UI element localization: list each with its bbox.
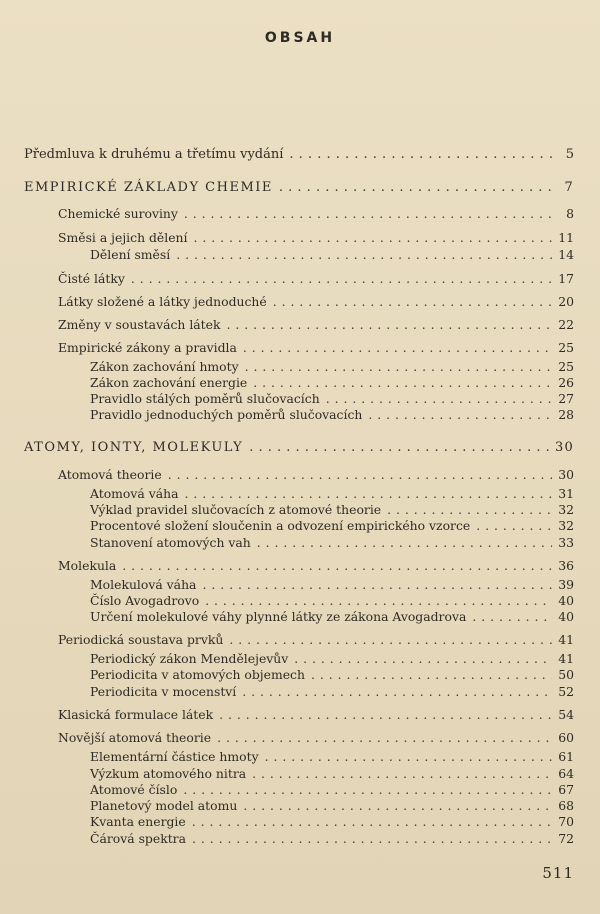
toc-leader-dots bbox=[252, 766, 552, 782]
toc-entry bbox=[90, 782, 574, 798]
toc-entry-title: Molekulová váha bbox=[90, 577, 197, 592]
toc-entry-page: 14 bbox=[558, 247, 574, 262]
toc-entry bbox=[58, 294, 574, 310]
toc-leader-dots bbox=[217, 730, 552, 746]
toc-entry-title: Látky složené a látky jednoduché bbox=[58, 294, 267, 309]
toc-leader-dots bbox=[202, 577, 552, 593]
toc-entry-page: 27 bbox=[558, 391, 574, 406]
toc-leader-dots bbox=[194, 230, 553, 246]
toc-leader-dots bbox=[472, 609, 552, 625]
toc-leader-dots bbox=[243, 798, 552, 814]
toc-entry-title: Dělení směsí bbox=[90, 247, 171, 262]
toc-entry-title: Pravidlo jednoduchých poměrů slučovacích bbox=[90, 407, 363, 422]
toc-entry-title: Zákon zachování hmoty bbox=[90, 359, 239, 374]
toc-entry-page: 26 bbox=[558, 375, 574, 390]
toc-leader-dots bbox=[131, 271, 552, 287]
toc-leader-dots bbox=[168, 467, 552, 483]
toc-entry-page: 54 bbox=[558, 707, 574, 722]
toc-entry bbox=[58, 632, 574, 648]
toc-entry-page: 67 bbox=[558, 782, 574, 797]
toc-entry-title: Procentové složení sloučenin a odvození empirického vzorce bbox=[90, 518, 471, 533]
toc-entry-page: 60 bbox=[558, 730, 574, 745]
toc-entry-page: 61 bbox=[558, 749, 574, 764]
toc-entry-page: 33 bbox=[558, 535, 574, 550]
toc-entry-title: Předmluva k druhému a třetímu vydání bbox=[24, 147, 284, 162]
toc-leader-dots bbox=[289, 147, 552, 163]
toc-leader-dots bbox=[273, 294, 552, 310]
toc-entry-page: 32 bbox=[558, 502, 574, 517]
toc-entry-title: Pravidlo stálých poměrů slučovacích bbox=[90, 391, 320, 406]
toc-entry-title: Planetový model atomu bbox=[90, 798, 238, 813]
toc-entry-title: Chemické suroviny bbox=[58, 206, 178, 221]
toc-entry-title: Atomová theorie bbox=[58, 467, 162, 482]
toc-entry-title: Změny v soustavách látek bbox=[58, 317, 221, 332]
toc-entry-title: Čárová spektra bbox=[90, 831, 186, 846]
toc-entry bbox=[58, 317, 574, 333]
toc-entry-page: 70 bbox=[558, 814, 574, 829]
toc-entry-page: 7 bbox=[564, 180, 574, 195]
toc-leader-dots bbox=[257, 535, 552, 551]
toc-entry-title: Klasická formulace látek bbox=[58, 707, 214, 722]
toc-entry-title: Směsi a jejich dělení bbox=[58, 230, 188, 245]
toc-leader-dots bbox=[184, 486, 552, 502]
toc-entry-title: Periodická soustava prvků bbox=[58, 632, 224, 647]
toc-entry bbox=[58, 230, 574, 246]
toc-entry-title: Atomové číslo bbox=[90, 782, 178, 797]
toc-leader-dots bbox=[253, 375, 552, 391]
toc-entry bbox=[90, 651, 574, 667]
toc-entry-title: Periodický zákon Mendělejevův bbox=[90, 651, 289, 666]
toc-leader-dots bbox=[176, 247, 552, 263]
toc-entry-page: 11 bbox=[558, 230, 574, 245]
toc-entry-title: Atomová váha bbox=[90, 486, 179, 501]
toc-entry-page: 50 bbox=[558, 667, 574, 682]
toc-entry bbox=[90, 407, 574, 423]
toc-entry bbox=[90, 247, 574, 263]
toc-entry-page: 25 bbox=[558, 340, 574, 355]
toc-entry-page: 5 bbox=[565, 147, 574, 162]
toc-entry bbox=[90, 486, 574, 502]
toc-entry-page: 39 bbox=[558, 577, 574, 592]
toc-entry-page: 40 bbox=[558, 609, 574, 624]
toc-entry bbox=[24, 147, 574, 163]
toc-entry-title: Molekula bbox=[58, 558, 117, 573]
toc-entry-title: Novější atomová theorie bbox=[58, 730, 212, 745]
toc-entry-page: 72 bbox=[558, 831, 574, 846]
toc-entry-page: 52 bbox=[558, 684, 574, 699]
toc-entry-page: 17 bbox=[558, 271, 574, 286]
toc-entry bbox=[90, 577, 574, 593]
toc-leader-dots bbox=[205, 593, 552, 609]
toc-entry-title: ATOMY, IONTY, MOLEKULY bbox=[24, 440, 244, 455]
toc-entry bbox=[90, 518, 574, 534]
toc-leader-dots bbox=[294, 651, 552, 667]
toc-leader-dots bbox=[192, 831, 552, 847]
toc-entry bbox=[90, 798, 574, 814]
toc-leader-dots bbox=[245, 359, 552, 375]
toc-entry bbox=[58, 467, 574, 483]
toc-entry bbox=[90, 814, 574, 830]
toc-entry bbox=[90, 749, 574, 765]
toc-entry-title: Empirické zákony a pravidla bbox=[58, 340, 237, 355]
toc-entry-title: Číslo Avogadrovo bbox=[90, 593, 200, 608]
toc-entry-page: 28 bbox=[558, 407, 574, 422]
toc-leader-dots bbox=[229, 632, 552, 648]
toc-entry-page: 30 bbox=[555, 440, 574, 455]
toc-entry-title: Výzkum atomového nitra bbox=[90, 766, 247, 781]
toc-entry-page: 31 bbox=[558, 486, 574, 501]
toc-entry-title: Kvanta energie bbox=[90, 814, 186, 829]
toc-leader-dots bbox=[242, 684, 552, 700]
toc-chapter bbox=[24, 440, 574, 456]
toc-entry bbox=[90, 359, 574, 375]
toc-leader-dots bbox=[219, 707, 552, 723]
toc-leader-dots bbox=[279, 180, 552, 196]
toc-entry-title: EMPIRICKÉ ZÁKLADY CHEMIE bbox=[24, 180, 273, 195]
toc-leader-dots bbox=[243, 340, 552, 356]
toc-entry bbox=[90, 831, 574, 847]
toc-entry bbox=[58, 730, 574, 746]
toc-entry bbox=[90, 391, 574, 407]
toc-entry-page: 32 bbox=[558, 518, 574, 533]
toc-entry bbox=[90, 667, 574, 683]
toc-leader-dots bbox=[184, 206, 552, 222]
toc-entry-title: Zákon zachování energie bbox=[90, 375, 248, 390]
toc-leader-dots bbox=[249, 440, 551, 456]
toc-entry-page: 68 bbox=[558, 798, 574, 813]
page-title: OBSAH bbox=[264, 30, 336, 46]
toc-entry-page: 41 bbox=[558, 651, 574, 666]
toc-leader-dots bbox=[192, 814, 552, 830]
toc-entry-title: Určení molekulové váhy plynné látky ze zákona Avogadrova bbox=[90, 609, 467, 624]
toc-entry-title: Výklad pravidel slučovacích z atomové theorie bbox=[90, 502, 382, 517]
toc-entry bbox=[58, 340, 574, 356]
toc-entry bbox=[58, 271, 574, 287]
toc-entry-title: Periodicita v mocenství bbox=[90, 684, 237, 699]
toc-leader-dots bbox=[368, 407, 552, 423]
toc-leader-dots bbox=[265, 749, 552, 765]
toc-entry-page: 41 bbox=[558, 632, 574, 647]
toc-entry bbox=[90, 593, 574, 609]
toc-entry bbox=[58, 206, 574, 222]
toc-entry-page: 8 bbox=[566, 206, 574, 221]
toc-entry-page: 22 bbox=[558, 317, 574, 332]
toc-entry-page: 64 bbox=[558, 766, 574, 781]
toc-entry-page: 30 bbox=[558, 467, 574, 482]
toc-entry-title: Stanovení atomových vah bbox=[90, 535, 251, 550]
toc-leader-dots bbox=[387, 502, 552, 518]
toc-leader-dots bbox=[476, 518, 552, 534]
toc-entry bbox=[58, 558, 574, 574]
toc-leader-dots bbox=[183, 782, 552, 798]
toc-entry-page: 36 bbox=[558, 558, 574, 573]
toc-entry bbox=[90, 535, 574, 551]
toc-entry bbox=[90, 766, 574, 782]
toc-entry-title: Elementární částice hmoty bbox=[90, 749, 259, 764]
toc-entry-page: 25 bbox=[558, 359, 574, 374]
toc-leader-dots bbox=[227, 317, 553, 333]
page-number: 511 bbox=[542, 864, 574, 882]
toc-entry bbox=[90, 375, 574, 391]
toc-leader-dots bbox=[122, 558, 552, 574]
toc-entry-page: 40 bbox=[558, 593, 574, 608]
toc-entry-page: 20 bbox=[558, 294, 574, 309]
toc-entry bbox=[90, 609, 574, 625]
toc-entry bbox=[90, 684, 574, 700]
toc-entry bbox=[58, 707, 574, 723]
toc-leader-dots bbox=[311, 667, 552, 683]
toc-leader-dots bbox=[326, 391, 552, 407]
toc-chapter bbox=[24, 180, 574, 196]
toc-entry-title: Čisté látky bbox=[58, 271, 125, 286]
toc-entry bbox=[90, 502, 574, 518]
toc-entry-title: Periodicita v atomových objemech bbox=[90, 667, 305, 682]
